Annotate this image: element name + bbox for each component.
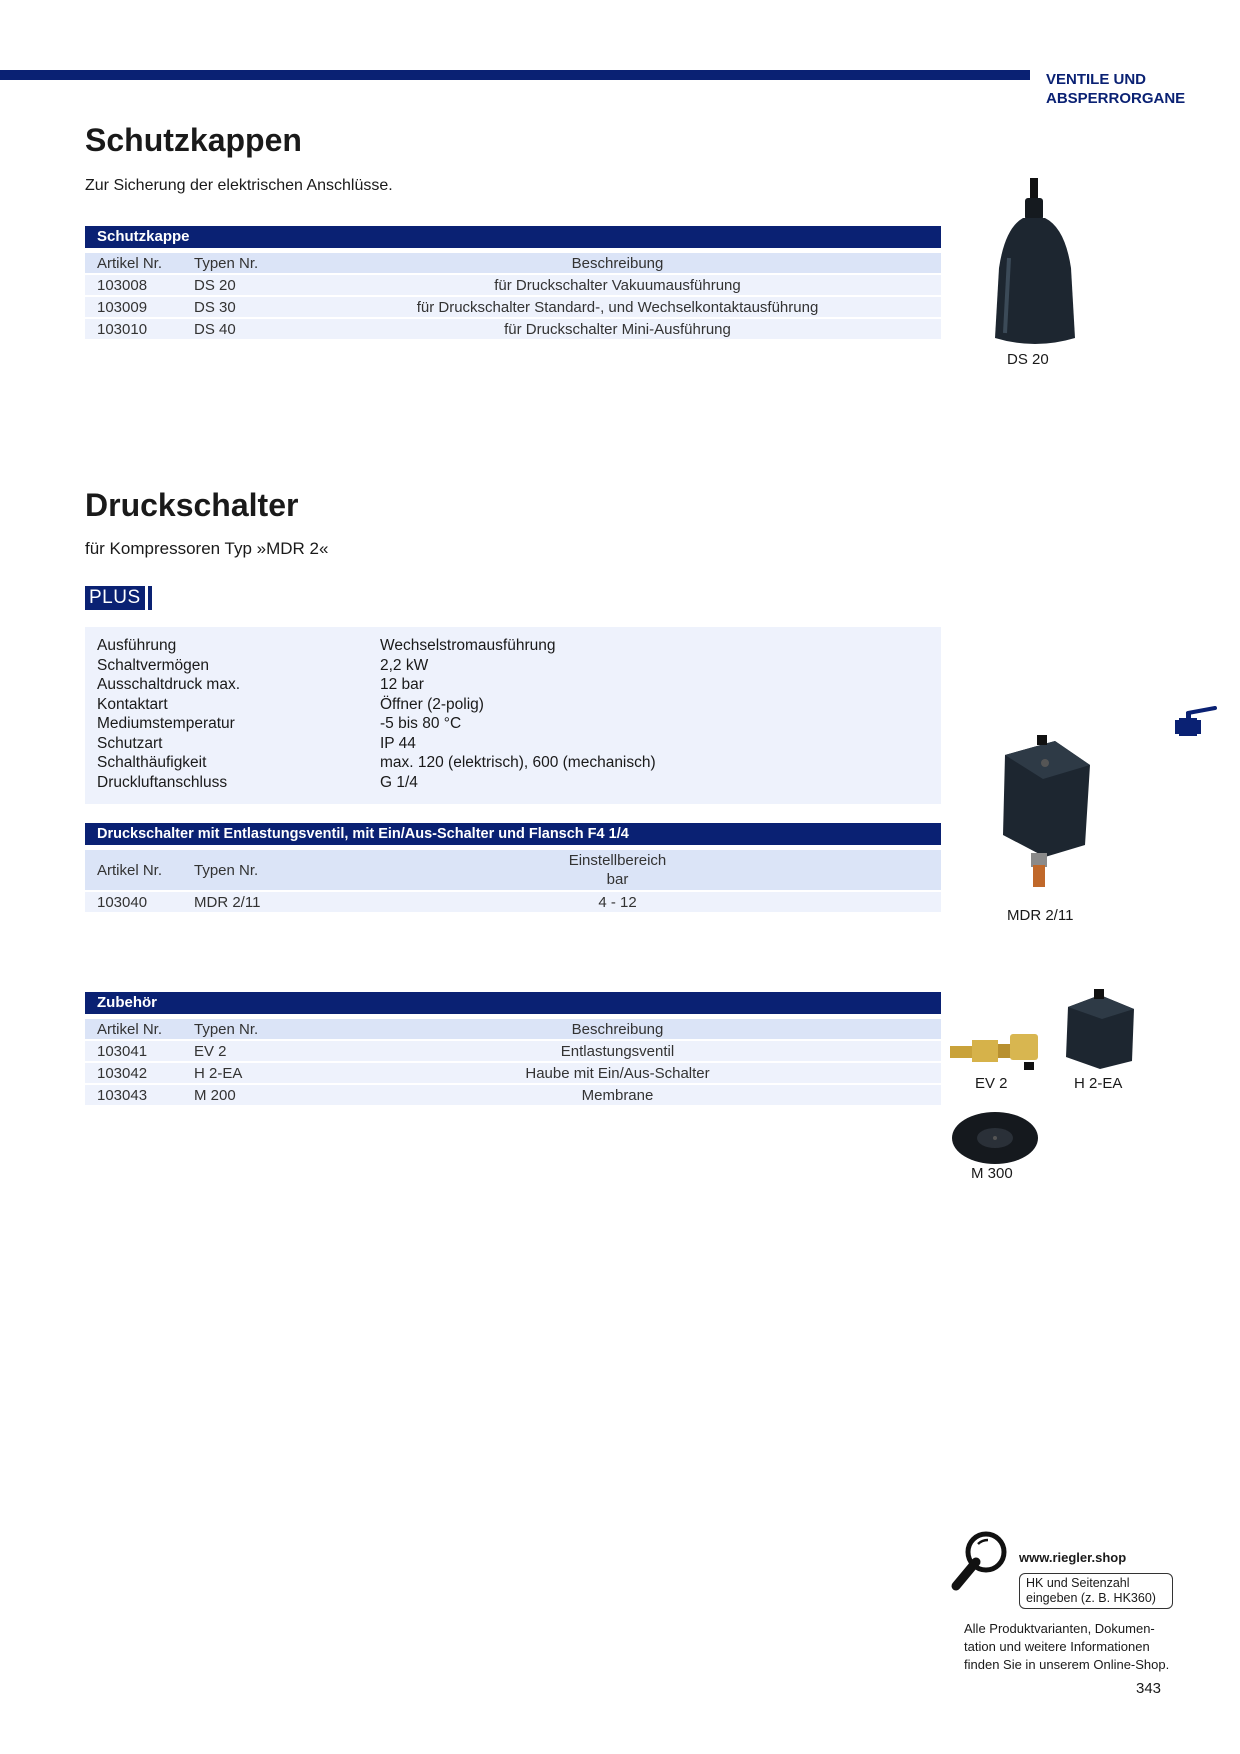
table-title: Druckschalter mit Entlastungsventil, mit Ein/Aus-Schalter und Flansch F4 1/4	[85, 823, 941, 845]
magnifier-icon	[948, 1530, 1012, 1594]
spec-value: G 1/4	[380, 773, 418, 791]
page-number: 343	[1136, 1680, 1162, 1697]
cell-beschreibung: für Druckschalter Standard-, und Wechselkontaktausführung	[416, 298, 819, 316]
spec-row	[85, 773, 941, 793]
schutzkappe-table	[85, 226, 941, 339]
section-title-druckschalter: Druckschalter	[85, 487, 299, 523]
cell-beschreibung: für Druckschalter Vakuumausführung	[494, 276, 741, 294]
cell-artikel: 103040	[97, 893, 148, 911]
spec-value: IP 44	[380, 734, 416, 752]
cell-typ: DS 20	[194, 276, 236, 294]
mdr211-switch-image	[985, 735, 1095, 895]
section-title-schutzkappen: Schutzkappen	[85, 122, 302, 158]
shop-info-line-1: Alle Produktvarianten, Dokumen-	[964, 1621, 1155, 1636]
spec-row	[85, 695, 941, 715]
spec-label: Schaltvermögen	[97, 656, 210, 674]
cell-typ: H 2-EA	[194, 1064, 243, 1082]
ds20-caption: DS 20	[1007, 351, 1049, 368]
spec-label: Mediumstemperatur	[97, 715, 235, 732]
category-line-1: VENTILE UND	[1046, 71, 1147, 88]
spec-label: Schutzart	[97, 734, 163, 752]
column-header: Beschreibung	[571, 1020, 664, 1038]
table-title: Schutzkappe	[85, 226, 941, 248]
shop-info-line-3: finden Sie in unserem Online-Shop.	[964, 1657, 1170, 1672]
cell-artikel: 103010	[97, 320, 148, 338]
m300-membrane-image	[950, 1110, 1040, 1166]
spec-label: Schalthäufigkeit	[97, 754, 207, 771]
hk-hint-box	[1019, 1573, 1173, 1609]
cell-beschreibung: Entlastungsventil	[560, 1042, 675, 1060]
section-lead-schutzkappen: Zur Sicherung der elektrischen Anschlüsse.	[85, 177, 393, 194]
column-header: Artikel Nr.	[97, 254, 163, 272]
spec-label: Druckluftanschluss	[97, 773, 228, 791]
shop-url[interactable]: www.riegler.shop	[1019, 1550, 1127, 1565]
h2ea-caption: H 2-EA	[1074, 1075, 1123, 1092]
spec-panel	[85, 627, 941, 804]
category-label	[1046, 70, 1226, 108]
m300-caption: M 300	[971, 1165, 1013, 1182]
spec-label: Ausschaltdruck max.	[97, 676, 240, 693]
spec-row	[85, 636, 941, 656]
spec-row	[85, 734, 941, 754]
table-header	[85, 850, 941, 890]
hk-hint-line-1: HK und Seitenzahl	[1026, 1576, 1130, 1590]
ds20-cap-image	[985, 178, 1095, 348]
cell-artikel: 103042	[97, 1064, 148, 1082]
spec-value: 2,2 kW	[380, 656, 429, 674]
spec-value: Öffner (2-polig)	[380, 695, 484, 713]
column-header: Artikel Nr.	[97, 861, 163, 879]
spec-label: Ausführung	[97, 637, 177, 654]
h2ea-housing-image	[1060, 985, 1140, 1070]
zubehoer-table	[85, 992, 941, 1105]
category-line-2: ABSPERRORGANE	[1046, 90, 1186, 107]
column-header-einstellbereich	[294, 851, 941, 889]
cell-artikel: 103009	[97, 298, 148, 316]
druckschalter-table	[85, 823, 941, 912]
spec-row	[85, 753, 941, 773]
table-title: Zubehör	[85, 992, 941, 1014]
cell-artikel: 103008	[97, 276, 148, 294]
column-header: Beschreibung	[571, 254, 664, 272]
column-header: Artikel Nr.	[97, 1020, 163, 1038]
column-header: Typen Nr.	[194, 1020, 259, 1038]
spec-label: Kontaktart	[97, 695, 168, 713]
cell-typ: M 200	[194, 1086, 236, 1104]
ev2-valve-image	[948, 1028, 1040, 1074]
spec-row	[85, 675, 941, 695]
table-row	[85, 275, 941, 295]
table-row	[85, 297, 941, 317]
spec-value: Wechselstromausführung	[380, 637, 556, 654]
plus-badge	[85, 586, 152, 610]
valve-handle-icon	[1175, 706, 1219, 738]
cell-typ: DS 40	[194, 320, 236, 338]
cell-artikel: 103041	[97, 1042, 148, 1060]
shop-info-line-2: tation und weitere Informationen	[964, 1639, 1150, 1654]
ev2-caption: EV 2	[975, 1075, 1008, 1092]
spec-value: max. 120 (elektrisch), 600 (mechanisch)	[380, 754, 656, 771]
table-row	[85, 1041, 941, 1061]
cell-typ: EV 2	[194, 1042, 227, 1060]
header-bar	[0, 70, 1030, 80]
section-lead-druckschalter: für Kompressoren Typ »MDR 2«	[85, 539, 329, 558]
table-header	[85, 253, 941, 273]
plus-badge-label: PLUS	[85, 586, 145, 610]
column-header: Typen Nr.	[194, 254, 259, 272]
cell-einstellbereich: 4 - 12	[598, 893, 637, 911]
spec-row	[85, 714, 941, 734]
hk-hint-line-2: eingeben (z. B. HK360)	[1026, 1591, 1156, 1605]
column-header-line: Einstellbereich	[568, 852, 667, 869]
cell-beschreibung: Membrane	[581, 1086, 654, 1104]
cell-beschreibung: für Druckschalter Mini-Ausführung	[504, 320, 731, 338]
plus-badge-bar	[148, 586, 152, 610]
table-row	[85, 1063, 941, 1083]
column-header-unit: bar	[606, 871, 629, 888]
column-header: Typen Nr.	[194, 861, 259, 879]
spec-value: 12 bar	[380, 676, 424, 693]
table-row	[85, 1085, 941, 1105]
table-row	[85, 319, 941, 339]
mdr211-caption: MDR 2/11	[1007, 907, 1074, 924]
cell-typ: DS 30	[194, 298, 236, 316]
cell-beschreibung: Haube mit Ein/Aus-Schalter	[525, 1064, 710, 1082]
table-row	[85, 892, 941, 912]
spec-value: -5 bis 80 °C	[380, 715, 462, 732]
cell-typ: MDR 2/11	[194, 893, 261, 911]
shop-info-text	[964, 1620, 1174, 1674]
spec-row	[85, 656, 941, 676]
table-header	[85, 1019, 941, 1039]
cell-artikel: 103043	[97, 1086, 148, 1104]
